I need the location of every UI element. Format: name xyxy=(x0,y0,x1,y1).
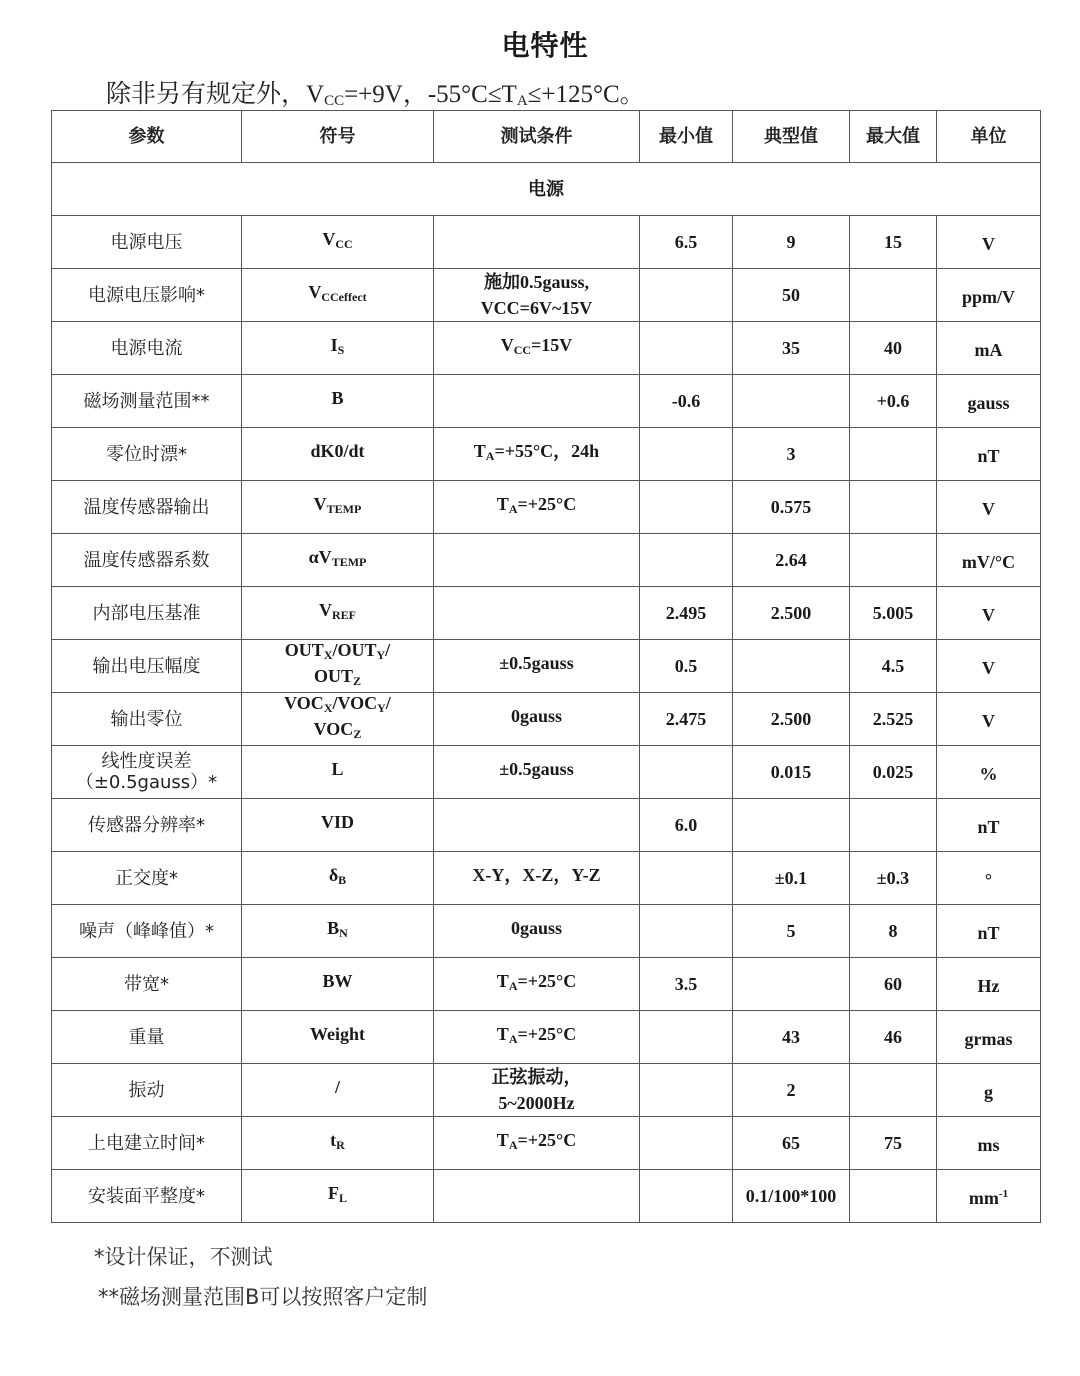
symbol-main: V xyxy=(319,600,332,620)
param-name: 重量 xyxy=(128,1026,165,1048)
unit-main: nT xyxy=(977,445,1000,466)
unit-main: mm xyxy=(968,1187,999,1208)
cell-symbol xyxy=(242,905,434,958)
unit-main: ms xyxy=(977,1134,1000,1155)
cell-min xyxy=(640,269,733,322)
cell-condition xyxy=(434,269,640,322)
condition-main: X-Y，X-Z，Y-Z xyxy=(472,865,601,885)
param-name: 磁场测量范围** xyxy=(83,390,210,412)
cell-symbol xyxy=(242,1064,434,1117)
cell-typ: 65 xyxy=(733,1117,850,1170)
cell-max xyxy=(850,534,937,587)
header-symbol: 符号 xyxy=(242,111,434,163)
cell-min xyxy=(640,322,733,375)
cell-typ: 9 xyxy=(733,216,850,269)
symbol-main: VID xyxy=(320,812,354,832)
cell-condition xyxy=(434,852,640,905)
cell-typ xyxy=(733,640,850,693)
table-row xyxy=(52,958,1041,1011)
cell-min xyxy=(640,905,733,958)
conditions-subtitle xyxy=(106,74,645,110)
symbol-main: F xyxy=(327,1183,339,1203)
cell-max: 60 xyxy=(850,958,937,1011)
cell-param xyxy=(52,958,242,1011)
symbol-main: t xyxy=(330,1130,337,1150)
condition-subscript: A xyxy=(508,1138,518,1152)
condition-subscript: A xyxy=(508,1032,518,1046)
cell-min xyxy=(640,534,733,587)
symbol-main: B xyxy=(331,388,344,408)
cell-typ: 2 xyxy=(733,1064,850,1117)
table-row xyxy=(52,799,1041,852)
param-name: 传感器分辨率* xyxy=(88,814,205,836)
param-name: 上电建立时间* xyxy=(88,1132,205,1154)
section-row-power xyxy=(52,163,1041,216)
symbol-main: Weight xyxy=(309,1024,365,1044)
cell-unit xyxy=(937,640,1041,693)
param-name: 温度传感器系数 xyxy=(83,549,210,571)
cell-min xyxy=(640,481,733,534)
cell-param xyxy=(52,587,242,640)
cell-max: 40 xyxy=(850,322,937,375)
cell-max: 8 xyxy=(850,905,937,958)
param-name: 零位时漂* xyxy=(106,443,187,465)
cell-symbol xyxy=(242,481,434,534)
symbol-subscript: CC xyxy=(335,237,353,251)
unit-main: % xyxy=(979,763,998,784)
cell-param xyxy=(52,216,242,269)
cell-unit xyxy=(937,587,1041,640)
cell-min: 2.475 xyxy=(640,693,733,746)
symbol-subscript: R xyxy=(336,1138,345,1152)
cell-unit xyxy=(937,693,1041,746)
cell-max xyxy=(850,1064,937,1117)
cell-unit xyxy=(937,905,1041,958)
cell-max: 5.005 xyxy=(850,587,937,640)
table-row xyxy=(52,587,1041,640)
condition-main: ±0.5gauss xyxy=(499,759,574,779)
cell-min xyxy=(640,428,733,481)
unit-main: Hz xyxy=(977,975,1000,996)
condition-subscript: CC xyxy=(513,343,532,357)
header-param: 参数 xyxy=(52,111,242,163)
footnote-design-guaranteed: *设计保证，不测试 xyxy=(94,1245,273,1269)
table-row xyxy=(52,1117,1041,1170)
cell-symbol xyxy=(242,1117,434,1170)
unit-main: V xyxy=(982,604,995,625)
cell-param xyxy=(52,640,242,693)
symbol-line2-subscript: Z xyxy=(353,727,362,741)
cell-max xyxy=(850,799,937,852)
symbol-subscript: L xyxy=(338,1191,347,1205)
condition-main: ±0.5gauss xyxy=(499,653,574,673)
symbol-subscript: TEMP xyxy=(326,502,362,516)
electrical-characteristics-table xyxy=(51,110,1041,1223)
symbol-line2-subscript: Z xyxy=(353,674,362,688)
cell-param xyxy=(52,746,242,799)
cell-condition xyxy=(434,216,640,269)
table-row xyxy=(52,375,1041,428)
cell-typ: 2.500 xyxy=(733,693,850,746)
cell-param xyxy=(52,905,242,958)
cell-max: 4.5 xyxy=(850,640,937,693)
symbol-subscript: X xyxy=(323,701,333,715)
table-row xyxy=(52,428,1041,481)
cell-min xyxy=(640,852,733,905)
cell-param xyxy=(52,481,242,534)
symbol-main: V xyxy=(308,282,322,302)
cell-unit xyxy=(937,216,1041,269)
symbol-subscript: TEMP xyxy=(331,555,367,569)
page-title: 电特性 xyxy=(501,29,589,62)
symbol-main: BW xyxy=(322,971,353,991)
cell-param xyxy=(52,1064,242,1117)
cell-unit xyxy=(937,428,1041,481)
header-unit: 单位 xyxy=(937,111,1041,163)
cell-min: 2.495 xyxy=(640,587,733,640)
symbol-main: VOC xyxy=(284,693,324,713)
unit-main: V xyxy=(982,657,995,678)
header-condition: 测试条件 xyxy=(434,111,640,163)
cell-min: -0.6 xyxy=(640,375,733,428)
param-name: 内部电压基准 xyxy=(92,602,201,624)
unit-main: nT xyxy=(977,922,1000,943)
param-name: 振动 xyxy=(128,1079,165,1101)
cell-max xyxy=(850,481,937,534)
cell-condition xyxy=(434,693,640,746)
symbol-tail: /OUT xyxy=(332,640,377,660)
section-label: 电源 xyxy=(52,163,1041,216)
cell-param xyxy=(52,269,242,322)
cell-unit xyxy=(937,481,1041,534)
cell-condition xyxy=(434,428,640,481)
cell-typ: 0.575 xyxy=(733,481,850,534)
cell-symbol xyxy=(242,958,434,1011)
cell-min xyxy=(640,1064,733,1117)
cell-param xyxy=(52,799,242,852)
cell-condition xyxy=(434,1064,640,1117)
subtitle-prefix: 除非另有规定外，V xyxy=(106,81,325,108)
subtitle-suffix: ≤+125°C。 xyxy=(527,81,645,108)
condition-main: T xyxy=(496,494,509,514)
cell-unit xyxy=(937,269,1041,322)
cell-max: ±0.3 xyxy=(850,852,937,905)
cell-max: 2.525 xyxy=(850,693,937,746)
condition-tail: =+55°C，24h xyxy=(494,441,600,461)
cell-param xyxy=(52,1117,242,1170)
header-min: 最小值 xyxy=(640,111,733,163)
symbol-line2: OUT xyxy=(313,666,353,686)
symbol-main: L xyxy=(331,759,344,779)
condition-tail: =+25°C xyxy=(517,971,577,991)
cell-max: 75 xyxy=(850,1117,937,1170)
cell-typ: 43 xyxy=(733,1011,850,1064)
cell-symbol xyxy=(242,746,434,799)
cell-unit xyxy=(937,1064,1041,1117)
symbol-subscript: X xyxy=(323,648,333,662)
cell-condition xyxy=(434,1117,640,1170)
unit-main: ° xyxy=(984,869,993,890)
cell-max: 15 xyxy=(850,216,937,269)
cell-param xyxy=(52,693,242,746)
cell-typ: ±0.1 xyxy=(733,852,850,905)
table-row xyxy=(52,481,1041,534)
unit-main: g xyxy=(984,1081,993,1102)
cell-condition xyxy=(434,587,640,640)
cell-min: 0.5 xyxy=(640,640,733,693)
cell-typ: 2.64 xyxy=(733,534,850,587)
cell-typ: 2.500 xyxy=(733,587,850,640)
param-name: 正交度* xyxy=(115,867,178,889)
symbol-subscript: B xyxy=(338,873,347,887)
condition-subscript: A xyxy=(508,502,518,516)
table-row xyxy=(52,746,1041,799)
cell-symbol xyxy=(242,1170,434,1223)
param-name: 电源电流 xyxy=(110,337,183,359)
cell-condition xyxy=(434,1011,640,1064)
footnote-custom-range: **磁场测量范围B可以按照客户定制 xyxy=(98,1285,428,1309)
condition-main: V xyxy=(500,335,514,355)
cell-unit xyxy=(937,799,1041,852)
table-row xyxy=(52,693,1041,746)
cell-param xyxy=(52,1170,242,1223)
cell-unit xyxy=(937,852,1041,905)
unit-main: mA xyxy=(974,339,1003,360)
cell-symbol xyxy=(242,322,434,375)
symbol-main: OUT xyxy=(284,640,324,660)
cell-unit xyxy=(937,1011,1041,1064)
param-name: 电源电压影响* xyxy=(88,284,205,306)
param-name: 输出零位 xyxy=(110,708,183,730)
cell-symbol xyxy=(242,269,434,322)
condition-line2: 5~2000Hz xyxy=(498,1092,575,1113)
cell-param xyxy=(52,322,242,375)
condition-main: T xyxy=(496,1130,509,1150)
cell-symbol xyxy=(242,375,434,428)
cell-symbol xyxy=(242,799,434,852)
cell-typ: 0.1/100*100 xyxy=(733,1170,850,1223)
symbol-subscript-2: Y xyxy=(376,648,386,662)
symbol-main: I xyxy=(330,335,338,355)
subtitle-vcc-sub: CC xyxy=(324,93,345,109)
cell-max xyxy=(850,1170,937,1223)
cell-typ xyxy=(733,375,850,428)
table-row xyxy=(52,905,1041,958)
cell-param xyxy=(52,375,242,428)
table-row xyxy=(52,322,1041,375)
cell-symbol xyxy=(242,587,434,640)
cell-typ: 0.015 xyxy=(733,746,850,799)
cell-condition xyxy=(434,375,640,428)
cell-min: 6.5 xyxy=(640,216,733,269)
subtitle-middle: =+9V，-55°C≤T xyxy=(344,81,517,108)
table-row xyxy=(52,852,1041,905)
condition-tail: =+25°C xyxy=(517,1130,577,1150)
cell-typ xyxy=(733,958,850,1011)
unit-main: nT xyxy=(977,816,1000,837)
symbol-line2: VOC xyxy=(313,719,354,739)
cell-min xyxy=(640,1011,733,1064)
cell-symbol xyxy=(242,852,434,905)
symbol-slash: / xyxy=(385,693,391,713)
condition-tail: =+25°C xyxy=(517,1024,577,1044)
symbol-main: αV xyxy=(308,547,332,567)
cell-max: 0.025 xyxy=(850,746,937,799)
condition-main: T xyxy=(496,1024,509,1044)
header-typ: 典型值 xyxy=(733,111,850,163)
unit-main: ppm/V xyxy=(961,286,1015,307)
table-row xyxy=(52,534,1041,587)
cell-condition xyxy=(434,799,640,852)
cell-min: 3.5 xyxy=(640,958,733,1011)
cell-typ: 5 xyxy=(733,905,850,958)
condition-main: T xyxy=(496,971,509,991)
param-name: 噪声（峰峰值）* xyxy=(79,920,214,942)
cell-max: +0.6 xyxy=(850,375,937,428)
symbol-main: B xyxy=(327,918,340,938)
cell-condition xyxy=(434,905,640,958)
cell-symbol xyxy=(242,693,434,746)
condition-main: 施加0.5gauss, xyxy=(483,271,590,292)
symbol-tail: /VOC xyxy=(332,693,378,713)
cell-typ: 3 xyxy=(733,428,850,481)
unit-superscript: -1 xyxy=(998,1187,1009,1200)
symbol-subscript: N xyxy=(339,926,348,940)
cell-param xyxy=(52,428,242,481)
table-row xyxy=(52,1011,1041,1064)
unit-main: mV/°C xyxy=(961,551,1016,572)
unit-main: grmas xyxy=(964,1028,1013,1049)
cell-min: 6.0 xyxy=(640,799,733,852)
symbol-subscript: S xyxy=(337,343,345,357)
condition-main: 0gauss xyxy=(510,706,563,726)
cell-max: 46 xyxy=(850,1011,937,1064)
cell-unit xyxy=(937,1170,1041,1223)
param-name: 带宽* xyxy=(124,973,169,995)
param-name-line2: （±0.5gauss）* xyxy=(75,772,218,793)
cell-unit xyxy=(937,534,1041,587)
cell-condition xyxy=(434,958,640,1011)
table-row xyxy=(52,269,1041,322)
param-name: 输出电压幅度 xyxy=(92,655,201,677)
symbol-main: V xyxy=(313,494,327,514)
symbol-subscript: REF xyxy=(332,608,356,622)
cell-unit xyxy=(937,746,1041,799)
cell-condition xyxy=(434,640,640,693)
condition-line2: VCC=6V~15V xyxy=(480,297,593,318)
cell-typ xyxy=(733,799,850,852)
condition-main: T xyxy=(473,441,486,461)
cell-symbol xyxy=(242,216,434,269)
unit-main: V xyxy=(982,233,995,254)
condition-main: 0gauss xyxy=(510,918,563,938)
subtitle-ta-sub: A xyxy=(516,93,528,109)
cell-symbol xyxy=(242,1011,434,1064)
symbol-subscript-2: Y xyxy=(377,701,386,715)
cell-max xyxy=(850,269,937,322)
condition-tail: =+25°C xyxy=(517,494,577,514)
param-name: 电源电压 xyxy=(110,231,183,253)
cell-condition xyxy=(434,534,640,587)
table-row xyxy=(52,640,1041,693)
cell-param xyxy=(52,534,242,587)
symbol-main: V xyxy=(322,229,336,249)
table-row xyxy=(52,1170,1041,1223)
symbol-main: δ xyxy=(328,865,339,885)
cell-param xyxy=(52,1011,242,1064)
cell-symbol xyxy=(242,640,434,693)
cell-typ: 35 xyxy=(733,322,850,375)
table-row xyxy=(52,216,1041,269)
cell-unit xyxy=(937,958,1041,1011)
unit-main: V xyxy=(982,498,995,519)
symbol-main: / xyxy=(334,1077,340,1097)
cell-symbol xyxy=(242,534,434,587)
cell-typ: 50 xyxy=(733,269,850,322)
cell-unit xyxy=(937,375,1041,428)
cell-condition xyxy=(434,322,640,375)
cell-min xyxy=(640,1117,733,1170)
cell-min xyxy=(640,1170,733,1223)
cell-symbol xyxy=(242,428,434,481)
cell-min xyxy=(640,746,733,799)
cell-condition xyxy=(434,481,640,534)
table-row xyxy=(52,1064,1041,1117)
symbol-main: dK0/dt xyxy=(310,441,365,461)
table-header-row xyxy=(52,111,1041,163)
condition-tail: =15V xyxy=(531,335,573,355)
unit-main: V xyxy=(982,710,995,731)
symbol-slash: / xyxy=(385,640,391,660)
condition-subscript: A xyxy=(485,449,495,463)
cell-unit xyxy=(937,1117,1041,1170)
symbol-subscript: CCeffect xyxy=(321,290,367,304)
cell-unit xyxy=(937,322,1041,375)
cell-condition xyxy=(434,746,640,799)
condition-main: 正弦振动， xyxy=(491,1066,582,1087)
unit-main: gauss xyxy=(967,392,1010,413)
header-max: 最大值 xyxy=(850,111,937,163)
condition-subscript: A xyxy=(508,979,518,993)
param-name: 安装面平整度* xyxy=(88,1185,205,1207)
cell-condition xyxy=(434,1170,640,1223)
cell-max xyxy=(850,428,937,481)
param-name: 温度传感器输出 xyxy=(83,496,210,518)
cell-param xyxy=(52,852,242,905)
param-name: 线性度误差 xyxy=(101,751,192,772)
